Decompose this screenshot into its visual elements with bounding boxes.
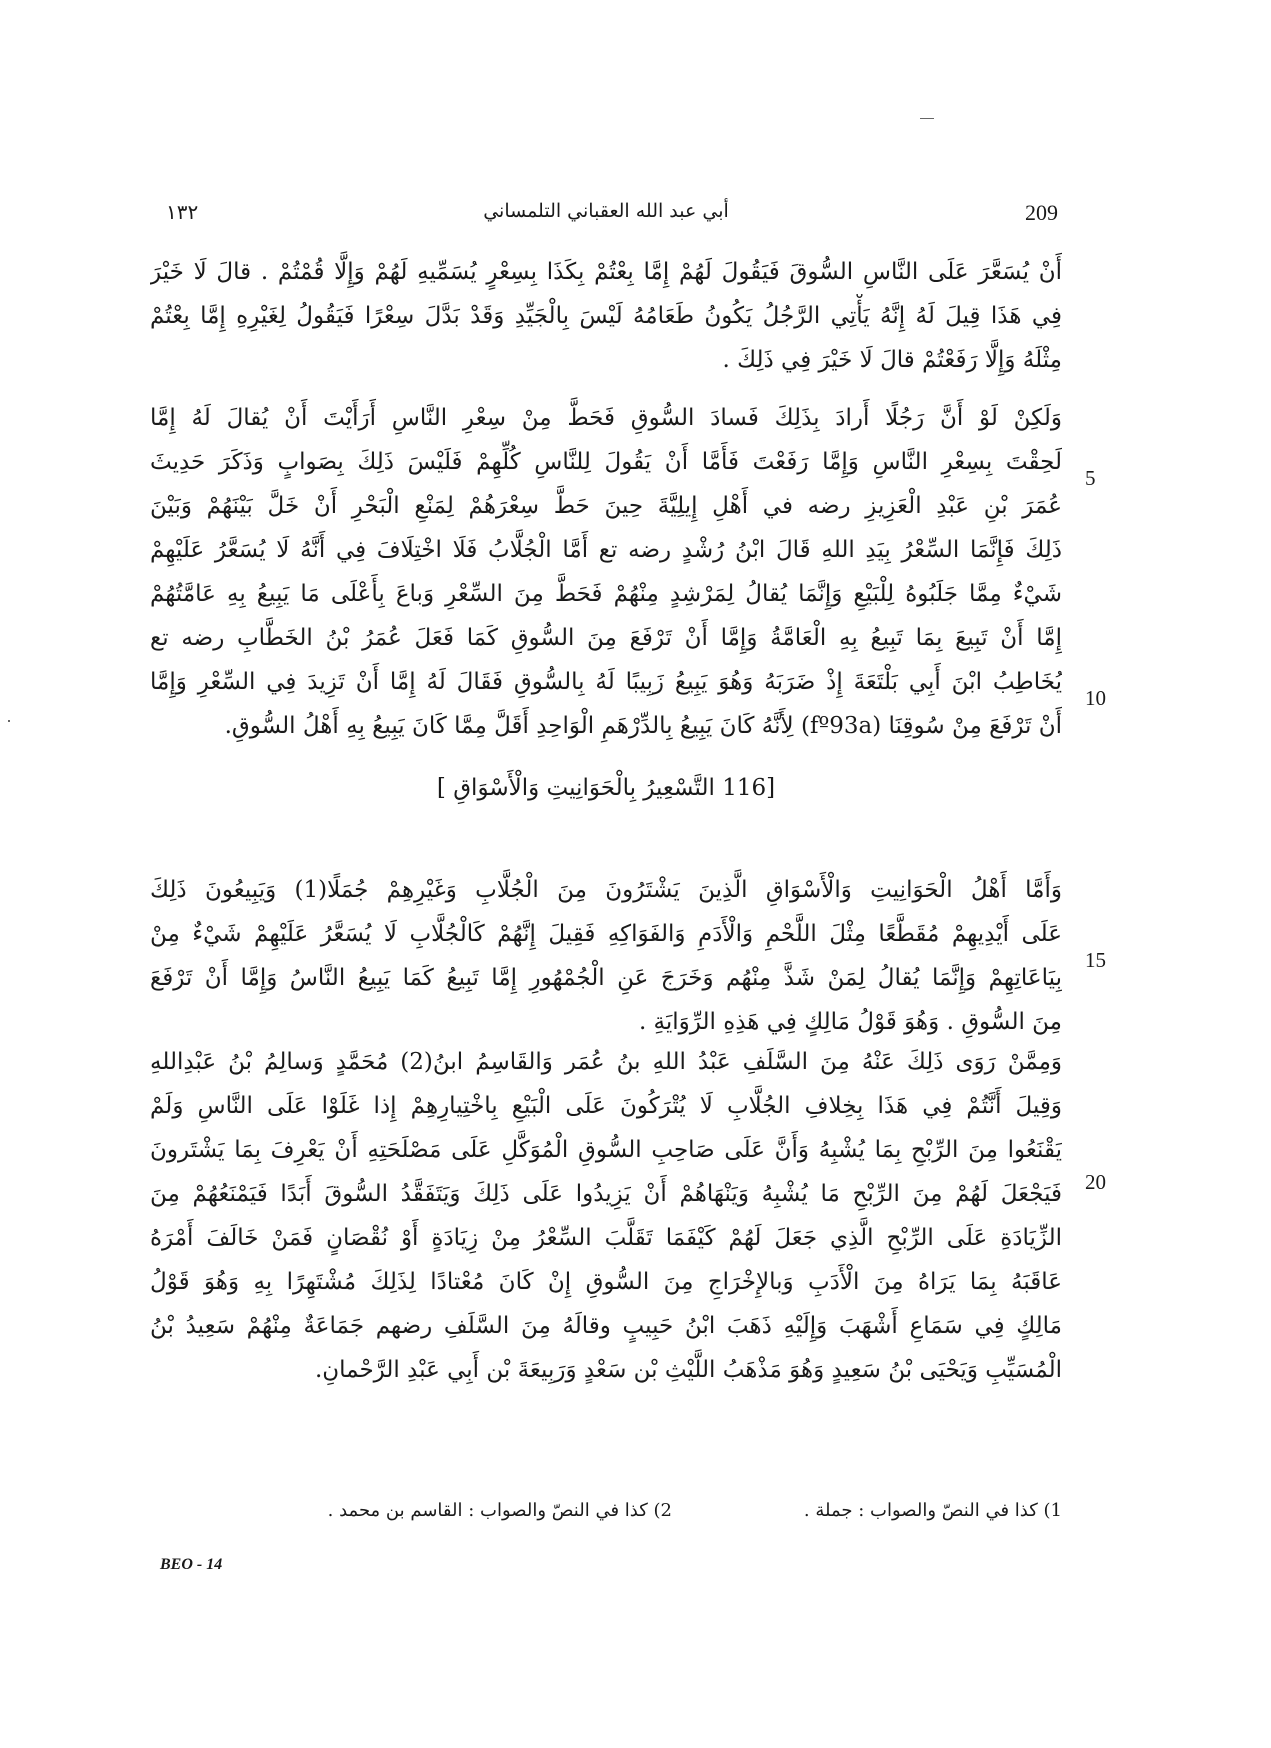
text-line: يَقْنَعُوا مِنَ الرِّبْحِ بِمَا يُشْبِهُ وَأَنَّ عَلَى صَاحِبِ السُّوقِ الْمُوَكَّلِ عَلَى مَصْلَحَتِهِ أَنْ يَعْرِفَ بِمَا يَشْتَرونَ <box>150 1137 1062 1163</box>
original-page-number: ١٣٢ <box>166 200 199 224</box>
text-line: عُمَرَ بْنِ عَبْدِ الْعَزِيزِ رضه في أَهْلِ إِيلِيَّةَ حِينَ حَطَّ سِعْرَهُمْ لِمَنْعِ الْبَحْرِ أَنْ خَلَّ بَيْنَهُمْ وَبَيْنَ <box>150 493 1062 519</box>
page-number: 209 <box>1025 200 1058 225</box>
text-line: عَاقَبَهُ بِمَا يَرَاهُ مِنَ الْأَدَبِ وَبالإِخْرَاجِ مِنَ السُّوقِ إِنْ كَانَ مُعْتادًا لِذَلِكَ مُشْتَهِرًا بِهِ وَهُوَ قَوْلُ <box>150 1269 1062 1295</box>
text-line: وَقِيلَ أَنَّتُمْ فِي هَذَا بِخِلافِ الجُلَّابِ لَا يُتْرَكُونَ عَلَى الْبَيْعِ بِاخْتِيارِهِمْ إِذا غَلَوْا عَلَى النَّاسِ وَلَمْ <box>150 1093 1062 1119</box>
footnote-1: 1) كذا في النصّ والصواب : جملة . <box>803 1500 1062 1521</box>
paragraph-4 <box>150 1040 1062 1392</box>
text-line: مَالِكٍ فِي سَمَاعِ أَشْهَبَ وَإِلَيْهِ ذَهَبَ ابْنُ حَبِيبٍ وقالَهُ مِنَ السَّلَفِ رضهم جَمَاعَةٌ مِنْهُمْ سَعِيدُ بْنُ <box>150 1313 1062 1339</box>
page-header <box>150 196 1062 232</box>
text-line: الْمُسَيِّبِ وَيَحْيَى بْنُ سَعِيدٍ وَهُوَ مَذْهَبُ اللَّيْثِ بْن سَعْدٍ وَرَبِيعَةَ بْن أَبِي عَبْدِ الرَّحْمانِ. <box>314 1357 1062 1383</box>
text-line: أَنْ تَرْفَعَ مِنْ سُوقِنَا (fº93a) لِأَنَّهُ كَانَ يَبِيعُ بِالدِّرْهَمِ الْوَاحِدِ أَقَلَّ مِمَّا كَانَ يَبِيعُ بِهِ أَهْلُ السُّوقِ. <box>224 713 1062 739</box>
paragraph-1 <box>150 250 1062 382</box>
text-line: الزِّيَادَةِ عَلَى الرِّبْحِ الَّذِي جَعَلَ لَهُمْ كَيْفَمَا تَقَلَّبَ السِّعْرُ مِنْ زِيَادَةٍ أَوْ نُقْصَانٍ فَمَنْ خَالَفَ أَمْرَهُ <box>150 1225 1062 1251</box>
text-line: مِثْلَهُ وَإِلَّا رَفَعْتُمْ قالَ لَا خَيْرَ فِي ذَلِكَ . <box>722 347 1062 373</box>
text-line: لَحِقْتَ بِسِعْرِ النَّاسِ وَإِمَّا رَفَعْتَ فَأَمَّا أَنْ يَقُولَ لِلنَّاسِ كُلِّهِمْ فَلَيْسَ ذَلِكَ بِصَوابٍ وَذَكَرَ حَدِيثَ <box>150 449 1062 475</box>
text-line: فِي هَذَا قِيلَ لَهُ إِنَّهُ يَأْتِي الرَّجُلُ يَكُونُ طَعَامُهُ لَيْسَ بِالْجَيِّدِ وَقَدْ بَدَّلَ سِعْرًا فَيَقُولُ لِغَيْرِهِ إِمَّا بِعْتُمْ <box>150 303 1062 329</box>
text-line: أَنْ يُسَعَّرَ عَلَى النَّاسِ السُّوقَ فَيَقُولَ لَهُمْ إِمَّا بِعْتُمْ بِكَذَا بِسِعْرٍ يُسَمِّيهِ لَهُمْ وَإِلَّا قُمْتُمْ . قالَ لَا خَيْرَ <box>150 259 1062 285</box>
text-line: مِنَ السُّوقِ . وَهُوَ قَوْلُ مَالِكٍ فِي هَذِهِ الرِّوَايَةِ . <box>638 1009 1062 1035</box>
printer-signature: BEO - 14 <box>160 1556 223 1573</box>
line-number-10: 10 <box>1085 686 1106 710</box>
line-number-15: 15 <box>1085 948 1106 972</box>
running-title: أبي عبد الله العقباني التلمساني <box>483 200 729 222</box>
section-heading: [116 التَّسْعِيرُ بِالْحَوَانِيتِ وَالْأَسْوَاقِ ] <box>436 775 776 801</box>
text-line: شَيْءٌ مِمَّا جَلَبُوهُ لِلْبَيْعِ وَإِنَّمَا يُقالُ لِمَرْشِدٍ مِنْهُمْ فَحَطَّ مِنَ السِّعْرِ وَباعَ بِأَعْلَى مَا يَبِيعُ بِهِ عَامَّتُهُمْ <box>150 581 1062 607</box>
scan-speck <box>8 720 10 722</box>
line-number-5: 5 <box>1085 466 1096 490</box>
footnotes <box>150 1500 1062 1530</box>
paragraph-2 <box>150 396 1062 748</box>
text-line: وَأَمَّا أَهْلُ الْحَوَانِيتِ وَالْأَسْوَاقِ الَّذِينَ يَشْتَرُونَ مِنَ الْجُلَّابِ وَغَيْرِهِمْ جُمَلًا(1) وَيَبِيعُونَ ذَلِكَ <box>150 877 1062 903</box>
text-line: عَلَى أَيْدِيهِمْ مُقَطَّعًا مِثْلَ اللَّحْمِ وَالْأَدَمِ وَالفَوَاكِهِ فَقِيلَ إِنَّهُمْ كَالْجُلَّابِ لَا يُسَعَّرُ عَلَيْهِمْ شَيْءٌ مِنْ <box>150 921 1062 947</box>
text-line: وَلَكِنْ لَوْ أَنَّ رَجُلًا أَرادَ بِذَلِكَ فَسادَ السُّوقِ فَحَطَّ مِنْ سِعْرِ النَّاسِ أَرَأَيْتَ أَنْ يُقالَ لَهُ إِمَّا <box>150 405 1062 431</box>
footnote-2: 2) كذا في النصّ والصواب : القاسم بن محمد . <box>327 1500 672 1521</box>
text-line: فَيَجْعَلَ لَهُمْ مِنَ الرِّبْحِ مَا يُشْبِهُ وَيَنْهَاهُمْ أَنْ يَزِيدُوا عَلَى ذَلِكَ وَيَتَفَقَّدُ السُّوقَ أَبَدًا فَيَمْنَعُهُمْ مِنَ <box>150 1181 1062 1207</box>
text-line: بِيَاعَاتِهِمْ وَإِنَّمَا يُقالُ لِمَنْ شَذَّ مِنْهُم وَخَرَجَ عَنِ الْجُمْهُورِ إِمَّا تَبِيعُ كَمَا يَبِيعُ النَّاسُ وَإِمَّا أَنْ تَرْفَعَ <box>150 965 1062 991</box>
text-line: وَمِمَّنْ رَوَى ذَلِكَ عَنْهُ مِنَ السَّلَفِ عَبْدُ اللهِ بنُ عُمَر وَالقَاسِمُ ابنُ(2) مُحَمَّدٍ وَسالِمُ بْنُ عَبْدِاللهِ <box>150 1049 1062 1075</box>
paragraph-3 <box>150 868 1062 1044</box>
scan-speck <box>920 118 934 119</box>
text-line: ذَلِكَ فَإِنَّمَا السِّعْرُ بِيَدِ اللهِ قَالَ ابْنُ رُشْدٍ رضه تع أَمَّا الْجُلَّابُ فَلَا اخْتِلَافَ فِي أَنَّهُ لَا يُسَعَّرُ عَلَيْهِمْ <box>150 537 1062 563</box>
text-line: يُخَاطِبُ ابْنَ أَبِي بَلْتَعَةَ إِذْ ضَرَبَهُ وَهُوَ يَبِيعُ زَبِيبًا لَهُ بِالسُّوقِ فَقَالَ لَهُ إِمَّا أَنْ تَزِيدَ فِي السِّعْرِ وَإِمَّا <box>150 669 1062 695</box>
text-line: إِمَّا أَنْ تَبِيعَ بِمَا تَبِيعُ بِهِ الْعَامَّةُ وَإِمَّا أَنْ تَرْفَعَ مِنَ السُّوقِ كَمَا فَعَلَ عُمَرُ بْنُ الخَطَّابِ رضه تع <box>150 625 1062 651</box>
line-number-20: 20 <box>1085 1170 1106 1194</box>
